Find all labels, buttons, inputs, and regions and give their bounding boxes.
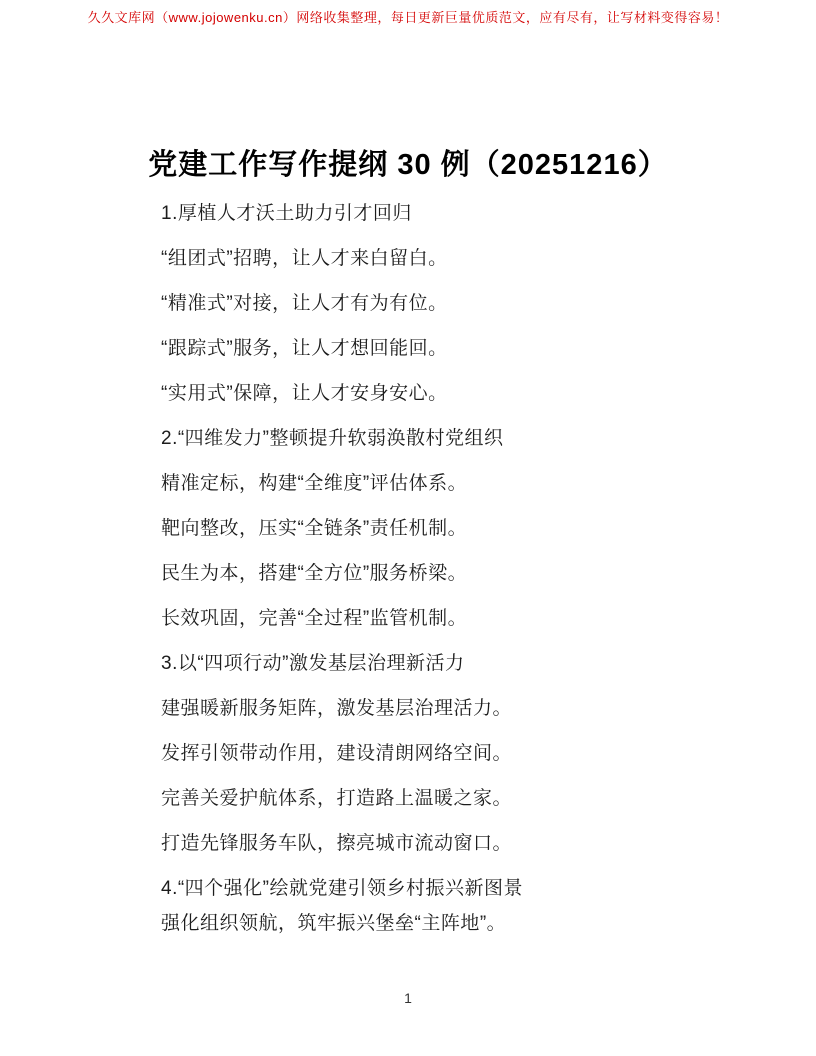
paragraph: “组团式”招聘，让人才来白留白。: [161, 248, 448, 269]
paragraph: 2.“四维发力”整顿提升软弱涣散村党组织: [161, 428, 504, 449]
paragraph: 1.厚植人才沃土助力引才回归: [161, 203, 412, 224]
paragraph: “实用式”保障，让人才安身安心。: [161, 383, 448, 404]
document-body: [0, 202, 816, 935]
site-watermark-header: 久久文库网（www.jojowenku.cn）网络收集整理，每日更新巨量优质范文，应有尽有，让写材料变得容易！: [87, 10, 729, 25]
paragraph: 建强暖新服务矩阵，激发基层治理活力。: [161, 698, 513, 719]
paragraph: 发挥引领带动作用，建设清朗网络空间。: [161, 743, 513, 764]
paragraph: “精准式”对接，让人才有为有位。: [161, 293, 448, 314]
page-number: 1: [404, 990, 412, 1006]
paragraph: 民生为本，搭建“全方位”服务桥梁。: [161, 563, 468, 584]
paragraph: 长效巩固，完善“全过程”监管机制。: [161, 608, 468, 629]
paragraph: 精准定标，构建“全维度”评估体系。: [161, 473, 468, 494]
paragraph: 4.“四个强化”绘就党建引领乡村振兴新图景: [161, 878, 524, 899]
paragraph: 强化组织领航，筑牢振兴堡垒“主阵地”。: [161, 913, 507, 934]
paragraph: 靶向整改，压实“全链条”责任机制。: [161, 518, 468, 539]
paragraph: 打造先锋服务车队，擦亮城市流动窗口。: [161, 833, 513, 854]
document-title: 党建工作写作提纲 30 例（20251216）: [148, 149, 668, 181]
paragraph: “跟踪式”服务，让人才想回能回。: [161, 338, 448, 359]
paragraph: 完善关爱护航体系，打造路上温暖之家。: [161, 788, 513, 809]
paragraph: 3.以“四项行动”激发基层治理新活力: [161, 653, 465, 674]
